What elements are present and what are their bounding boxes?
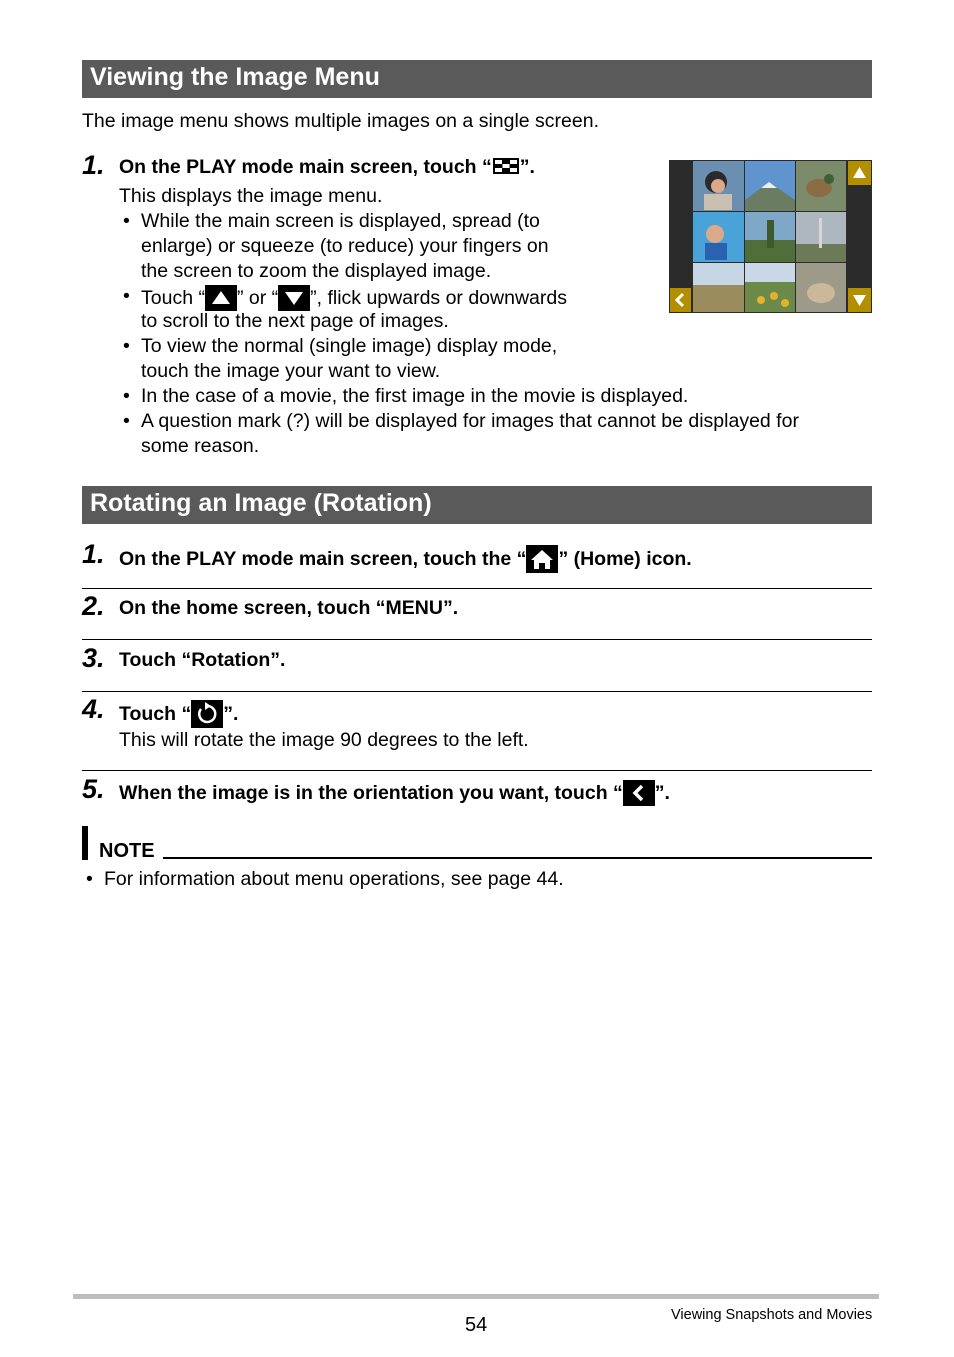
- bullet-dot: •: [86, 868, 93, 890]
- bullet-dot: •: [123, 385, 130, 407]
- divider: [82, 691, 872, 692]
- bullet-text: touch the image your want to view.: [141, 360, 441, 382]
- step-instruction: On the PLAY mode main screen, touch “ ”.: [119, 156, 535, 178]
- bullet-text: enlarge) or squeeze (to reduce) your fingers on: [141, 235, 549, 257]
- bullet-dot: •: [123, 410, 130, 432]
- section-title: Rotating an Image (Rotation): [90, 489, 432, 517]
- footer-rule: [73, 1294, 879, 1299]
- divider: [82, 588, 872, 589]
- rotate-icon: [191, 700, 223, 728]
- section-heading-image-menu: [82, 60, 872, 98]
- step-description: This displays the image menu.: [119, 185, 383, 207]
- note-label: NOTE: [99, 840, 155, 862]
- home-icon: [526, 545, 558, 573]
- bullet-dot: •: [123, 210, 130, 232]
- step-instruction: Touch “ ”.: [119, 700, 238, 728]
- note-text: For information about menu operations, see page 44.: [104, 868, 564, 890]
- step-number: 1.: [82, 150, 105, 180]
- step-number: 5.: [82, 774, 105, 804]
- image-menu-screenshot: [669, 160, 872, 313]
- intro-text: The image menu shows multiple images on a single screen.: [82, 110, 600, 132]
- step-number: 1.: [82, 539, 105, 569]
- divider: [82, 639, 872, 640]
- bullet-text: Touch “ ” or “ ”, flick upwards or downwards: [141, 287, 567, 309]
- bullet-text: to scroll to the next page of images.: [141, 310, 449, 332]
- divider: [82, 770, 872, 771]
- step-instruction: On the home screen, touch “MENU”.: [119, 597, 459, 619]
- step-description: This will rotate the image 90 degrees to the left.: [119, 729, 529, 751]
- down-arrow-icon: [278, 285, 310, 311]
- note-rule: [163, 857, 872, 859]
- section-heading-rotation: [82, 486, 872, 524]
- bullet-text: A question mark (?) will be displayed for images that cannot be displayed for: [141, 410, 799, 432]
- bullet-text: While the main screen is displayed, spread (to: [141, 210, 540, 232]
- bullet-text: In the case of a movie, the first image in the movie is displayed.: [141, 385, 689, 407]
- bullet-text: the screen to zoom the displayed image.: [141, 260, 492, 282]
- grid-menu-icon: [492, 157, 520, 175]
- step-number: 2.: [82, 591, 105, 621]
- bullet-dot: •: [123, 335, 130, 357]
- step-instruction: When the image is in the orientation you want, touch “ ”.: [119, 782, 670, 804]
- bullet-text: some reason.: [141, 435, 260, 457]
- step-instruction: Touch “Rotation”.: [119, 649, 286, 671]
- step-number: 4.: [82, 694, 105, 724]
- page-number: 54: [465, 1314, 488, 1336]
- section-title: Viewing the Image Menu: [90, 63, 380, 91]
- footer-section-title: Viewing Snapshots and Movies: [671, 1307, 873, 1323]
- back-icon: [623, 780, 655, 806]
- up-arrow-icon: [205, 285, 237, 311]
- bullet-dot: •: [123, 285, 130, 307]
- step-number: 3.: [82, 643, 105, 673]
- bullet-text: To view the normal (single image) display mode,: [141, 335, 558, 357]
- note-marker: [82, 826, 88, 860]
- step-instruction: On the PLAY mode main screen, touch the “ ” (Home) icon.: [119, 545, 692, 573]
